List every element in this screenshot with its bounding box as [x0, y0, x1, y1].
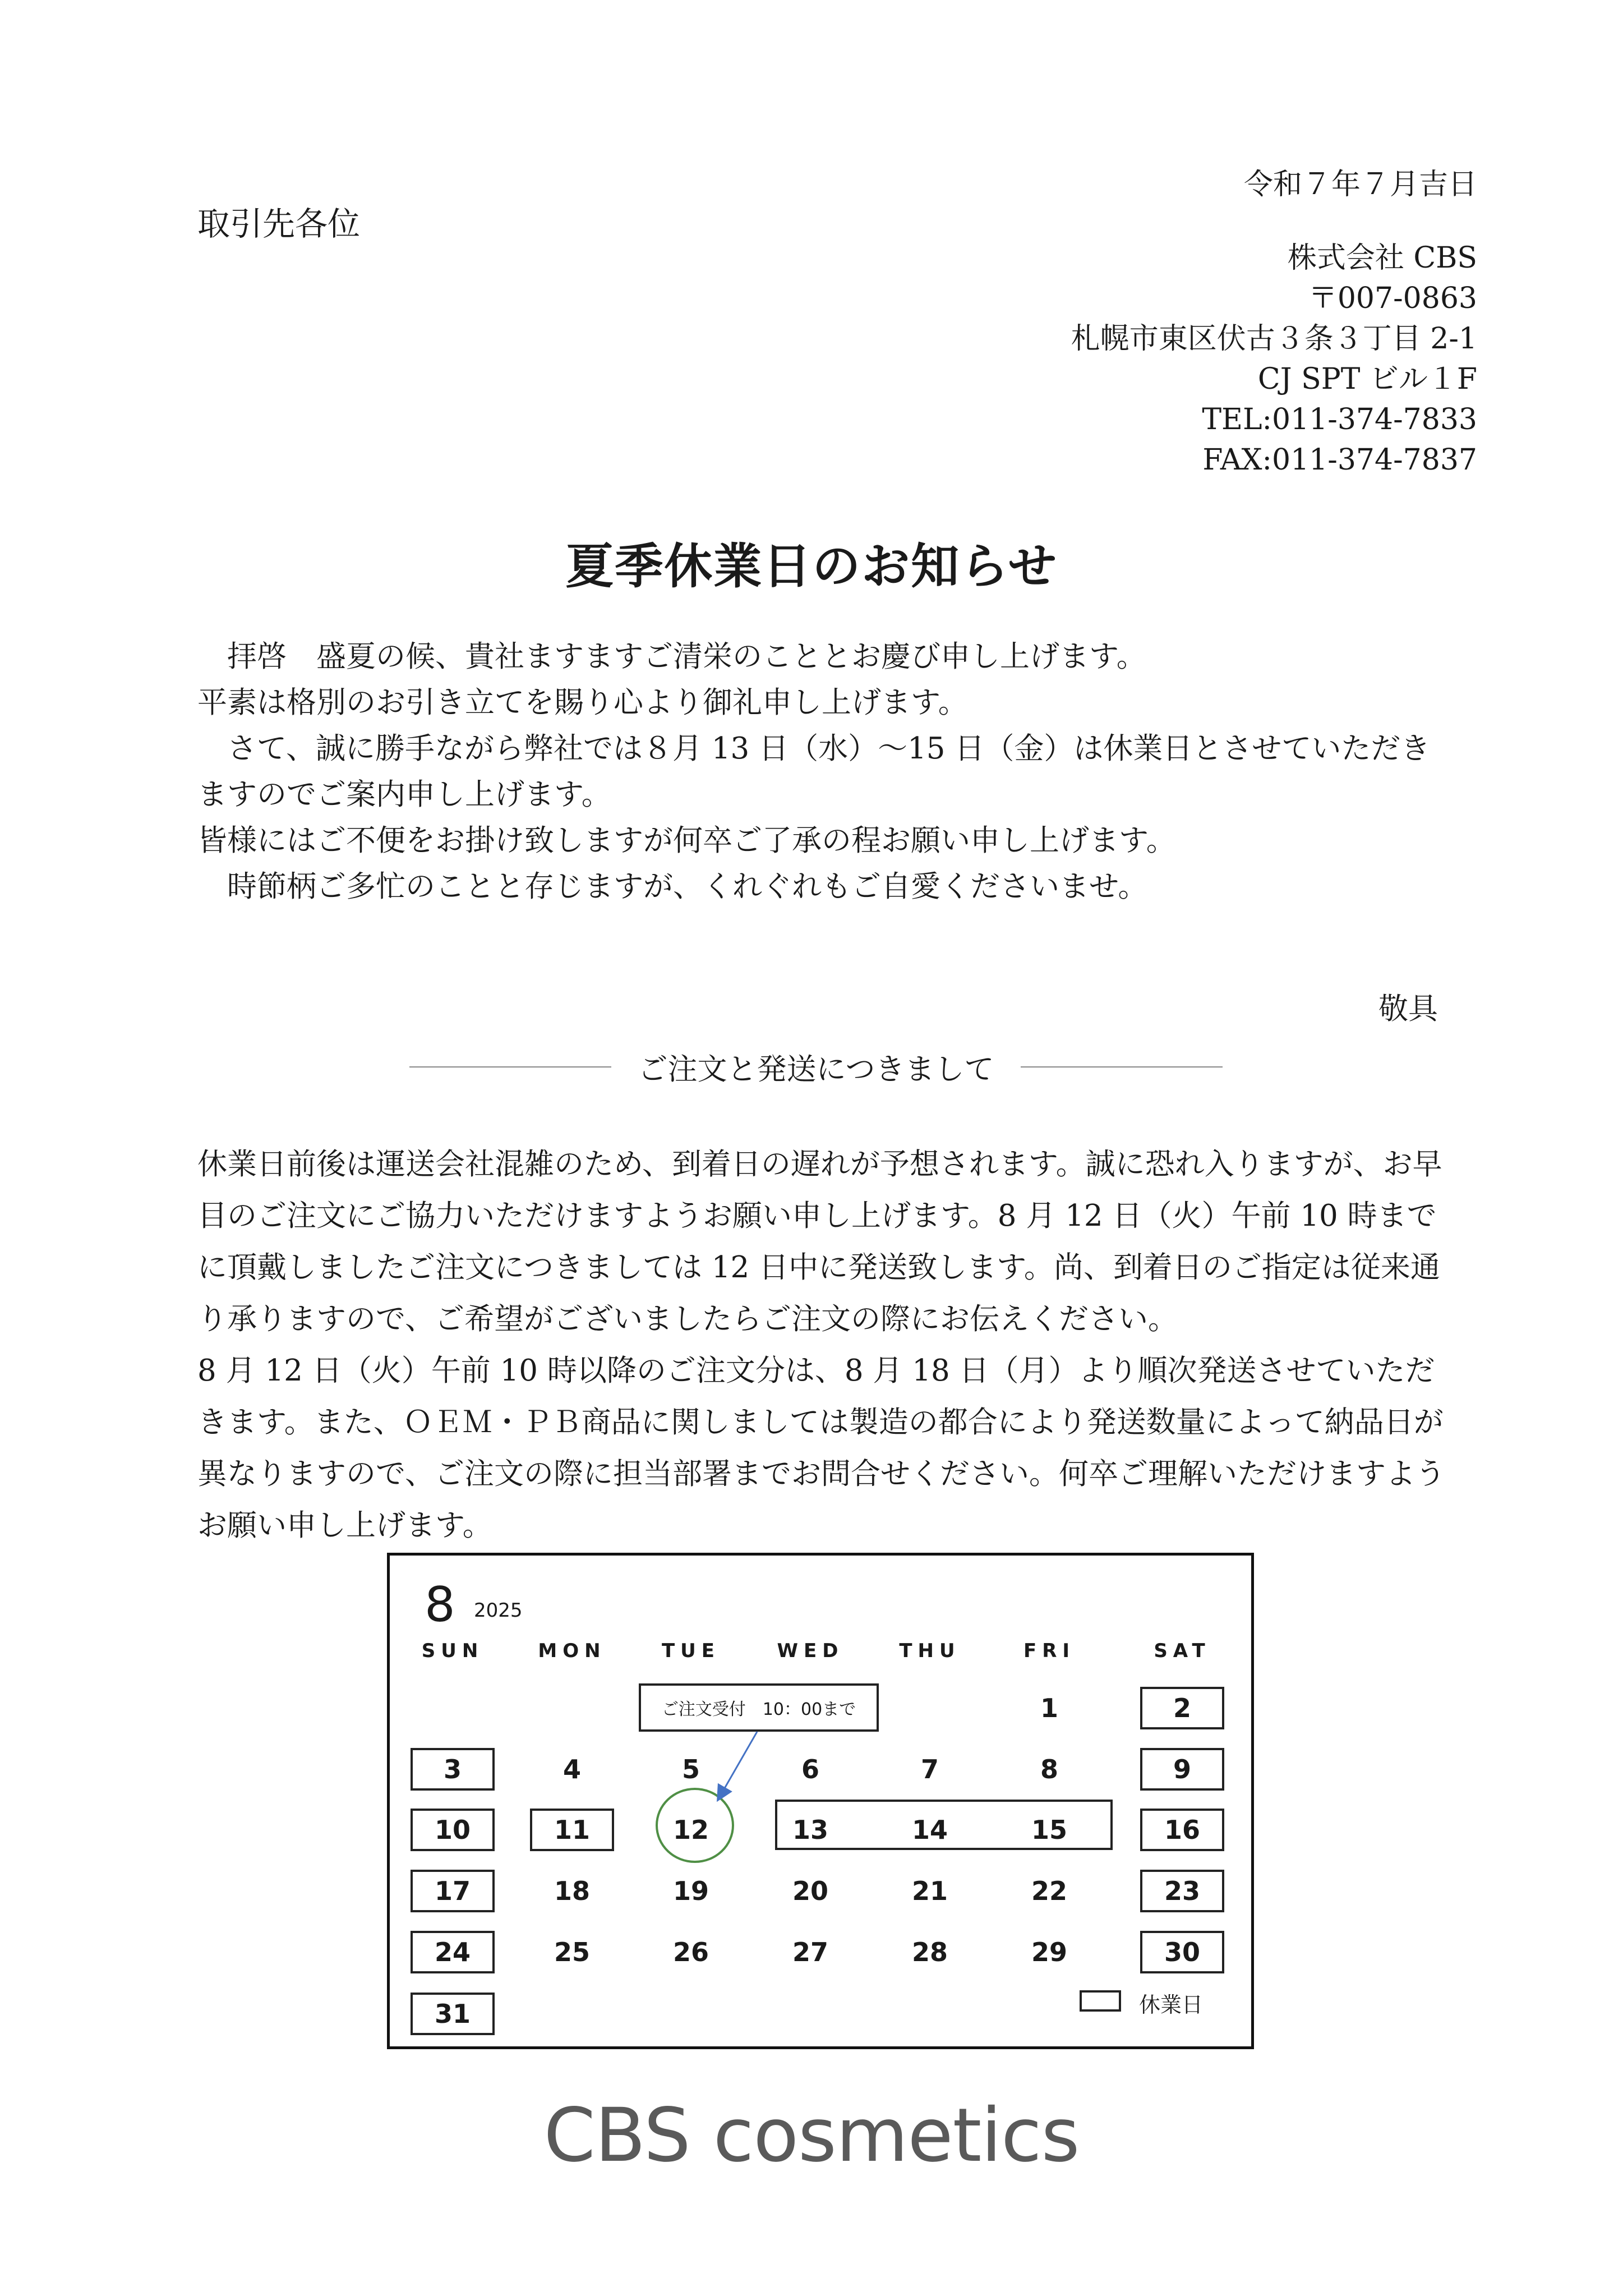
divider-left [409, 1066, 611, 1068]
weekday-sun: SUN [421, 1640, 484, 1662]
sender-building: CJ SPT ビル１F [1257, 362, 1477, 396]
sender-company: 株式会社 CBS [1287, 241, 1477, 275]
calendar-day: 16 [1140, 1809, 1224, 1851]
weekday-tue: TUE [661, 1640, 721, 1662]
callout-label: ご注文受付 [661, 1700, 746, 1719]
calendar-day: 31 [411, 1993, 495, 2035]
greeting-text [197, 634, 1454, 910]
weekday-fri: FRI [1023, 1640, 1076, 1662]
section-heading [409, 1045, 1223, 1089]
order-deadline-callout [639, 1683, 879, 1732]
calendar-year: 2025 [474, 1599, 523, 1622]
calendar-day: 2 [1140, 1687, 1224, 1729]
weekday-mon: MON [538, 1640, 606, 1662]
sender-block [1071, 238, 1477, 480]
legend-swatch [1080, 1990, 1121, 2012]
calendar-day: 9 [1140, 1748, 1224, 1791]
calendar-day: 3 [411, 1748, 495, 1791]
calendar-day: 13 [792, 1815, 828, 1845]
calendar-day: 14 [911, 1815, 948, 1845]
callout-time: 10：00まで [762, 1700, 856, 1719]
divider-right [1021, 1066, 1223, 1068]
calendar-day: 21 [911, 1876, 948, 1906]
calendar-day: 10 [411, 1809, 495, 1851]
calendar-day: 23 [1140, 1870, 1224, 1912]
calendar-day: 17 [411, 1870, 495, 1912]
calendar-day: 5 [681, 1754, 700, 1784]
calendar-day: 27 [792, 1937, 828, 1967]
calendar-day: 1 [1040, 1693, 1058, 1723]
calendar-day: 28 [911, 1937, 948, 1967]
calendar-day: 22 [1031, 1876, 1067, 1906]
addressee: 取引先各位 [197, 205, 361, 243]
greeting-line: さて、誠に勝手ながら弊社では８月 13 日（水）～15 日（金）は休業日とさせていただき [197, 731, 1431, 766]
sender-postal: 〒007-0863 [1308, 282, 1477, 315]
brand-logo: CBS cosmetics [543, 2092, 1080, 2179]
calendar-day: 19 [672, 1876, 709, 1906]
notice-paragraph: 8 月 12 日（火）午前 10 時以降のご注文分は、8 月 18 日（月）より順次発送させていただきます。また、ＯＥＭ・ＰＢ商品に関しましては製造の都合により発送数量によって納品日が異なりますので、ご注文の際に担当部署までお問合せください。何卒ご理解いただけますようお願い申し上げます。 [197, 1354, 1445, 1543]
calendar-august [387, 1553, 1254, 2049]
calendar-day: 20 [792, 1876, 828, 1906]
weekday-sat: SAT [1154, 1640, 1211, 1662]
letter-date: 令和７年７月吉日 [1243, 168, 1477, 201]
calendar-day: 7 [920, 1754, 939, 1784]
weekday-thu: THU [899, 1640, 961, 1662]
calendar-day: 18 [554, 1876, 590, 1906]
calendar-day: 25 [554, 1937, 590, 1967]
greeting-line: 平素は格別のお引き立てを賜り心より御礼申し上げます。 [197, 685, 968, 720]
section-title: ご注文と発送につきまして [638, 1052, 994, 1087]
calendar-day: 12 [672, 1815, 709, 1845]
greeting-line: ますのでご案内申し上げます。 [197, 777, 611, 812]
document-title: 夏季休業日のお知らせ [565, 538, 1058, 595]
calendar-month: 8 [425, 1577, 455, 1633]
calendar-day: 4 [562, 1754, 581, 1784]
calendar-day: 30 [1140, 1931, 1224, 1973]
greeting-line: 拝啓 盛夏の候、貴社ますますご清栄のこととお慶び申し上げます。 [197, 639, 1146, 674]
sender-address: 札幌市東区伏古３条３丁目 2-1 [1071, 322, 1477, 356]
calendar-day: 29 [1031, 1937, 1067, 1967]
calendar-day: 24 [411, 1931, 495, 1973]
greeting-line: 時節柄ご多忙のことと存じますが、くれぐれもご自愛くださいませ。 [197, 869, 1148, 904]
notice-paragraph: 休業日前後は運送会社混雑のため、到着日の遅れが予想されます。誠に恐れ入りますが、お早目のご注文にご協力いただけますようお願い申し上げます。8 月 12 日（火）午前 10 時までに頂戴しましたご注文につきましては 12 日中に発送致します。尚、到着日のご指定は従来通り承りますので、ご希望がございましたらご注文の際にお伝えください。 [197, 1147, 1442, 1336]
sender-fax: FAX:011-374-7837 [1202, 443, 1477, 477]
legend-label: 休業日 [1139, 1993, 1204, 2017]
sender-tel: TEL:011-374-7833 [1202, 403, 1477, 436]
notice-text [197, 1139, 1454, 1552]
greeting-line: 皆様にはご不便をお掛け致しますが何卒ご了承の程お願い申し上げます。 [197, 823, 1176, 858]
calendar-day: 11 [530, 1809, 614, 1851]
calendar-day: 8 [1040, 1754, 1058, 1784]
closing-word: 敬具 [1378, 992, 1438, 1026]
calendar-day: 26 [672, 1937, 709, 1967]
calendar-day: 6 [801, 1754, 819, 1784]
calendar-day: 15 [1031, 1815, 1067, 1845]
weekday-wed: WED [777, 1640, 844, 1662]
